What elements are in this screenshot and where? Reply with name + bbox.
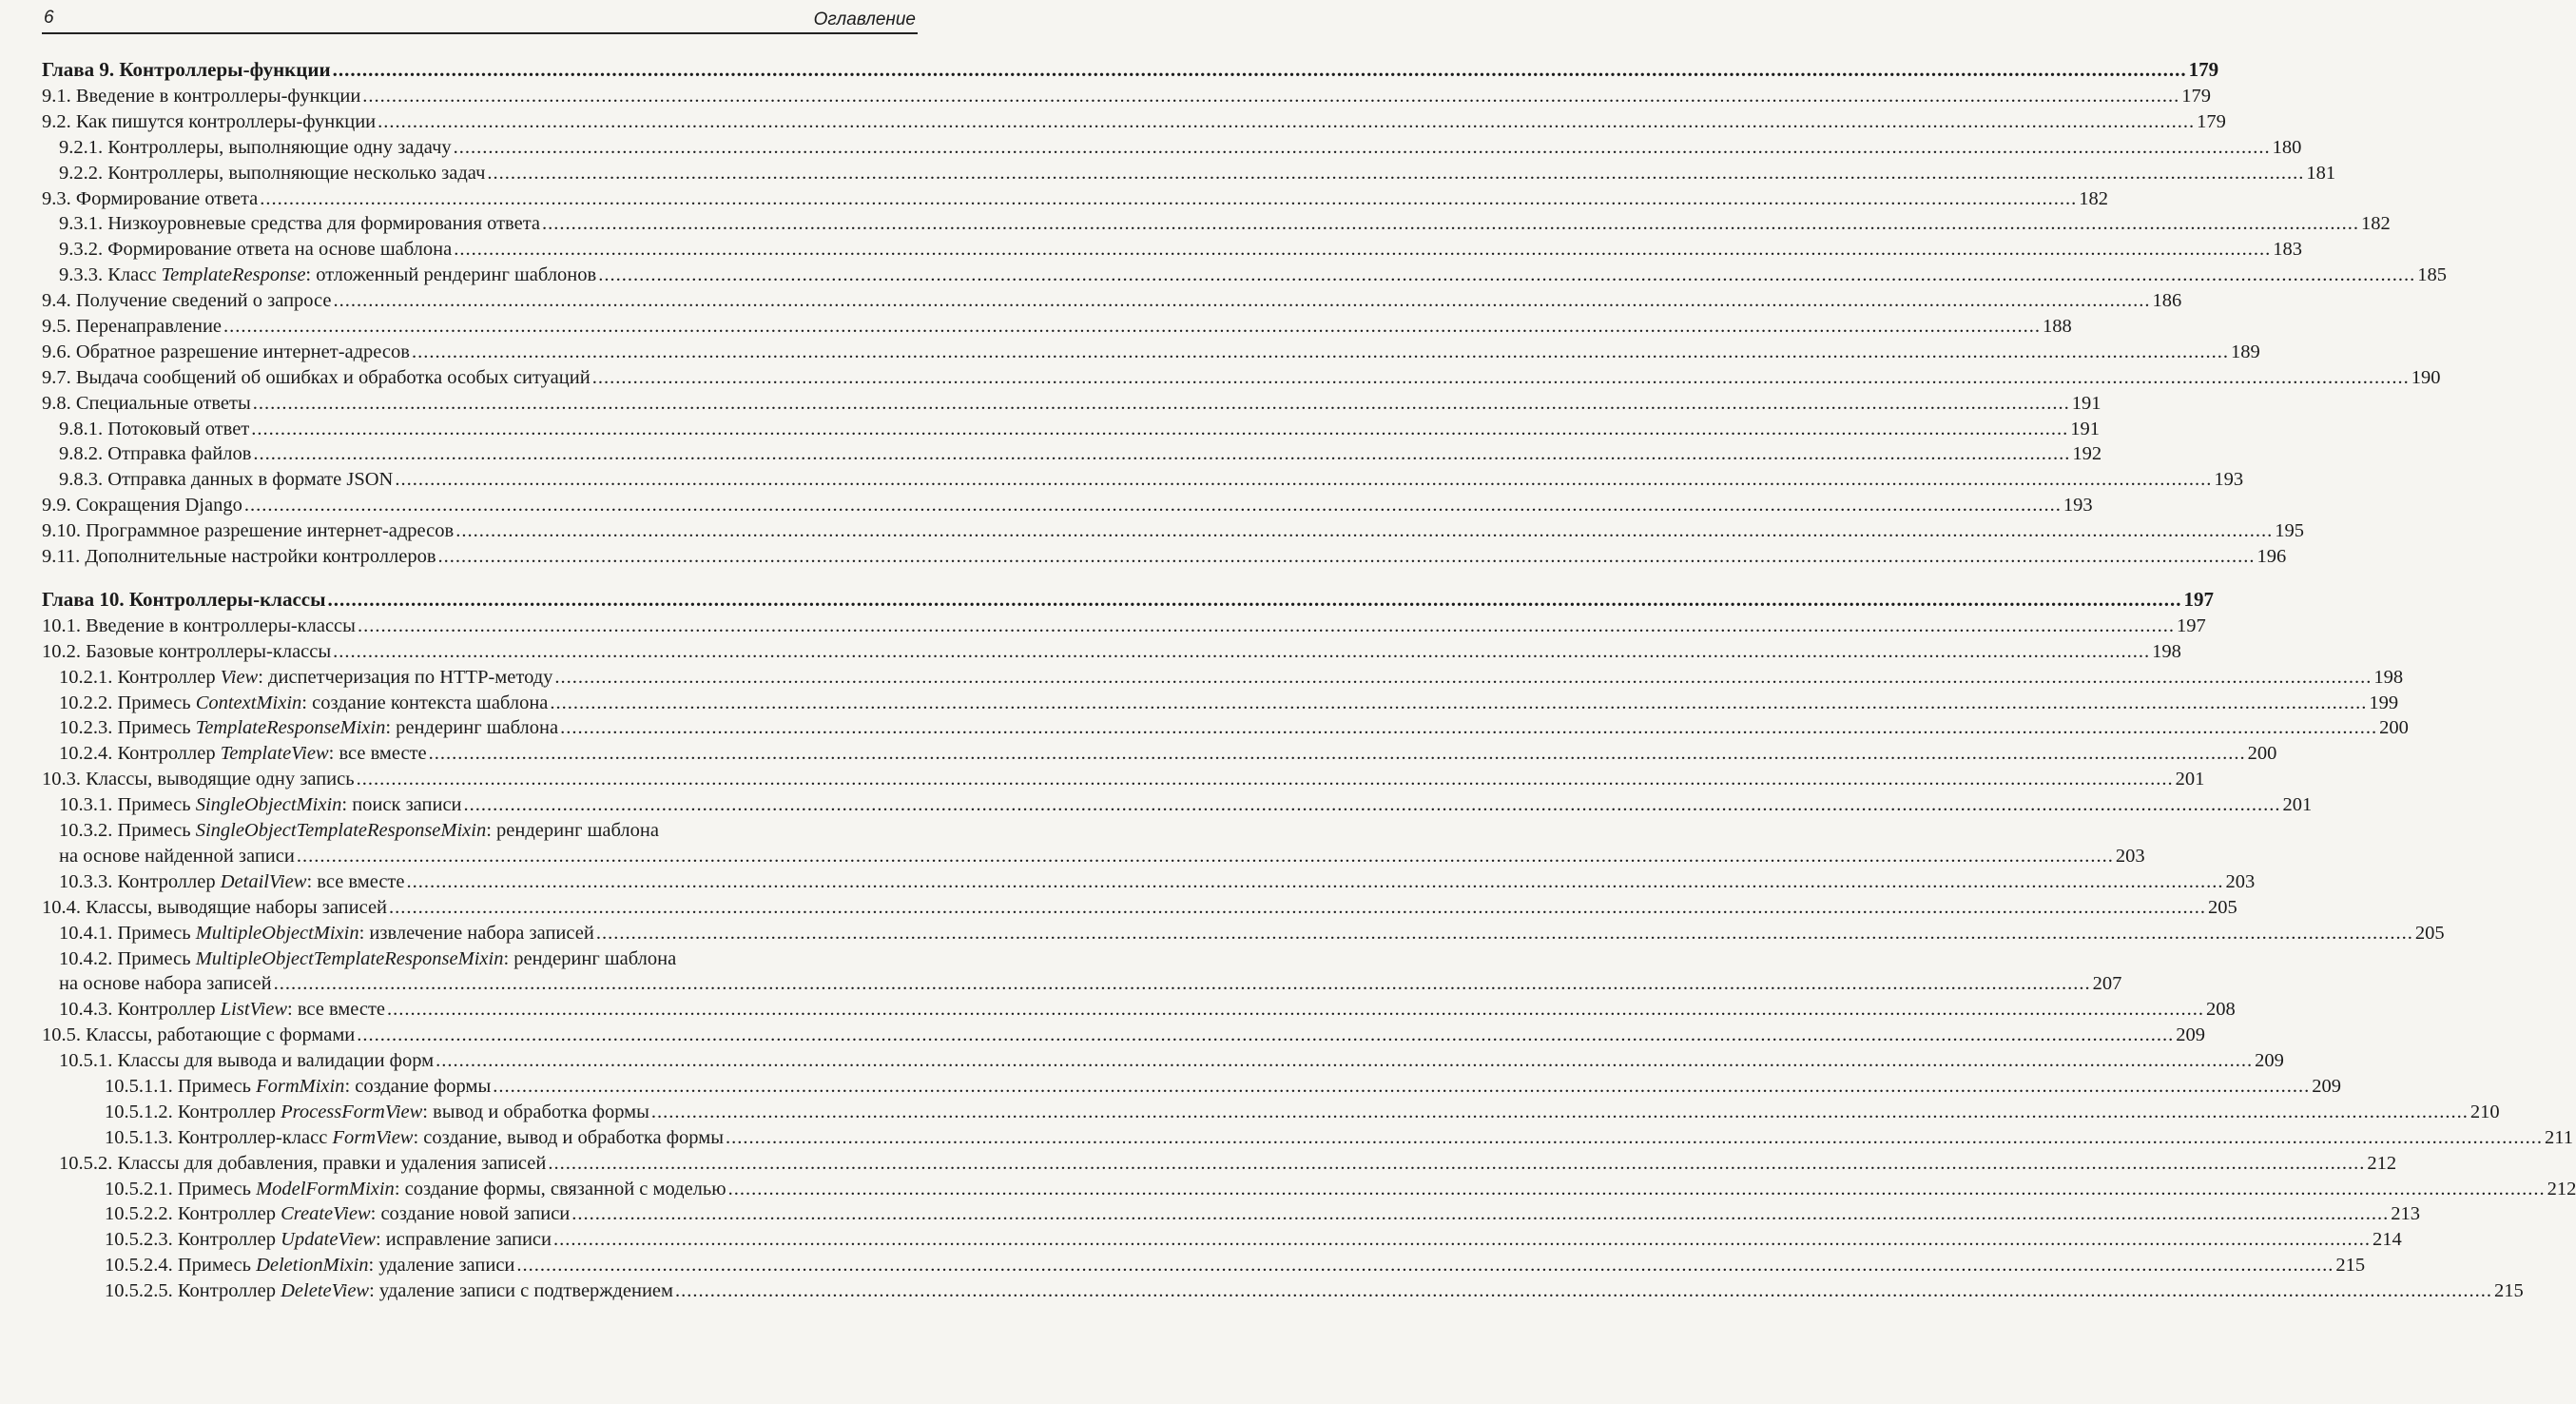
toc-entry: 9.4. Получение сведений о запросе ..... 186 [42, 288, 911, 314]
toc-entry: 10.3.1. Примесь SingleObjectMixin: поиск записи ..... 201 [42, 792, 911, 818]
toc-entry: 10.2. Базовые контроллеры-классы ..... 198 [42, 639, 911, 665]
toc-entry: 9.8.1. Потоковый ответ ..... 191 [42, 417, 911, 442]
toc-entry: 10.5.2.3. Контроллер UpdateView: исправление записи ..... 214 [42, 1227, 911, 1253]
toc-entry: 9.3.3. Класс TemplateResponse: отложенный рендеринг шаблонов ..... 185 [42, 263, 911, 288]
toc-entry: 10.3. Классы, выводящие одну запись ..... 201 [42, 767, 911, 792]
toc-entry: 10.2.1. Контроллер View: диспетчеризация по HTTP-методу ..... 198 [42, 665, 911, 691]
toc-entry: 10.4. Классы, выводящие наборы записей ..... 205 [42, 895, 911, 921]
toc-entry: 10.3.3. Контроллер DetailView: все вместе ..... 203 [42, 869, 911, 895]
toc-entry: 9.1. Введение в контроллеры-функции ..... 179 [42, 84, 911, 109]
toc-entry: 9.11. Дополнительные настройки контроллеров ..... 196 [42, 544, 911, 570]
toc-entry-wrapped: 10.3.2. Примесь SingleObjectTemplateResponseMixin: рендеринг шаблона [59, 820, 659, 842]
toc-entry: 10.4.1. Примесь MultipleObjectMixin: извлечение набора записей ..... 205 [42, 921, 911, 946]
toc-entry: 10.5.2. Классы для добавления, правки и удаления записей ..... 212 [42, 1151, 911, 1177]
toc-entry: 9.3.2. Формирование ответа на основе шаблона ..... 183 [42, 237, 911, 263]
toc-entry: 9.8. Специальные ответы ..... 191 [42, 391, 911, 417]
toc-entry: 9.3. Формирование ответа ..... 182 [42, 186, 911, 212]
toc-entry: 9.8.2. Отправка файлов ..... 192 [42, 441, 911, 467]
toc-entry: 9.5. Перенаправление ..... 188 [42, 314, 911, 340]
page-number: 6 [44, 8, 54, 28]
toc-entry: 10.5.1.3. Контроллер-класс FormView: создание, вывод и обработка формы ..... 211 [42, 1125, 911, 1151]
toc-entry: 10.5. Классы, работающие с формами ..... 209 [42, 1023, 911, 1048]
toc-entry: 10.1. Введение в контроллеры-классы ..... 197 [42, 614, 911, 639]
toc-entry: 10.5.1.2. Контроллер ProcessFormView: вывод и обработка формы ..... 210 [42, 1100, 911, 1125]
toc-entry: 10.5.2.5. Контроллер DeleteView: удаление записи с подтверждением ..... 215 [42, 1278, 911, 1304]
running-header [42, 4, 918, 34]
toc-entry: 9.3.1. Низкоуровневые средства для формирования ответа ..... 182 [42, 211, 911, 237]
toc-entry-continuation: на основе набора записей ..... 207 [42, 971, 911, 997]
toc-entry: 10.5.2.2. Контроллер CreateView: создание новой записи ..... 213 [42, 1201, 911, 1227]
toc-entry: 10.5.2.1. Примесь ModelFormMixin: создание формы, связанной с моделью ..... 212 [42, 1177, 911, 1202]
toc-entry: 10.2.3. Примесь TemplateResponseMixin: рендеринг шаблона ..... 200 [42, 715, 911, 741]
toc-entry: 9.10. Программное разрешение интернет-адресов ..... 195 [42, 518, 911, 544]
running-title: Оглавление [813, 10, 916, 29]
toc-entry: 9.2.2. Контроллеры, выполняющие несколько задач ..... 181 [42, 161, 911, 186]
toc-entry: 9.2.1. Контроллеры, выполняющие одну задачу ..... 180 [42, 135, 911, 161]
toc-entry: 9.7. Выдача сообщений об ошибках и обработка особых ситуаций ..... 190 [42, 365, 911, 391]
toc-chapter-heading: Глава 10. Контроллеры-классы ..... 197 [42, 585, 911, 614]
toc-entry: 9.9. Сокращения Django ..... 193 [42, 493, 911, 518]
toc-entry: 10.5.2.4. Примесь DeletionMixin: удаление записи ..... 215 [42, 1253, 911, 1278]
toc-entry: 9.2. Как пишутся контроллеры-функции ..... 179 [42, 109, 911, 135]
toc-entry-continuation: на основе найденной записи ..... 203 [42, 844, 911, 869]
toc-entry: 9.6. Обратное разрешение интернет-адресов ..... 189 [42, 340, 911, 365]
toc-entry: 10.5.1. Классы для вывода и валидации форм ..... 209 [42, 1048, 911, 1074]
toc-chapter-heading: Глава 9. Контроллеры-функции ..... 179 [42, 55, 911, 84]
toc-entry: 10.2.4. Контроллер TemplateView: все вместе ..... 200 [42, 741, 911, 767]
toc-entry: 10.5.1.1. Примесь FormMixin: создание формы ..... 209 [42, 1074, 911, 1100]
toc-entry: 10.2.2. Примесь ContextMixin: создание контекста шаблона ..... 199 [42, 691, 911, 716]
table-of-contents [42, 55, 2576, 1304]
toc-entry-wrapped: 10.4.2. Примесь MultipleObjectTemplateResponseMixin: рендеринг шаблона [59, 947, 677, 969]
toc-entry: 10.4.3. Контроллер ListView: все вместе ..... 208 [42, 997, 911, 1023]
toc-entry: 9.8.3. Отправка данных в формате JSON ..... 193 [42, 467, 911, 493]
